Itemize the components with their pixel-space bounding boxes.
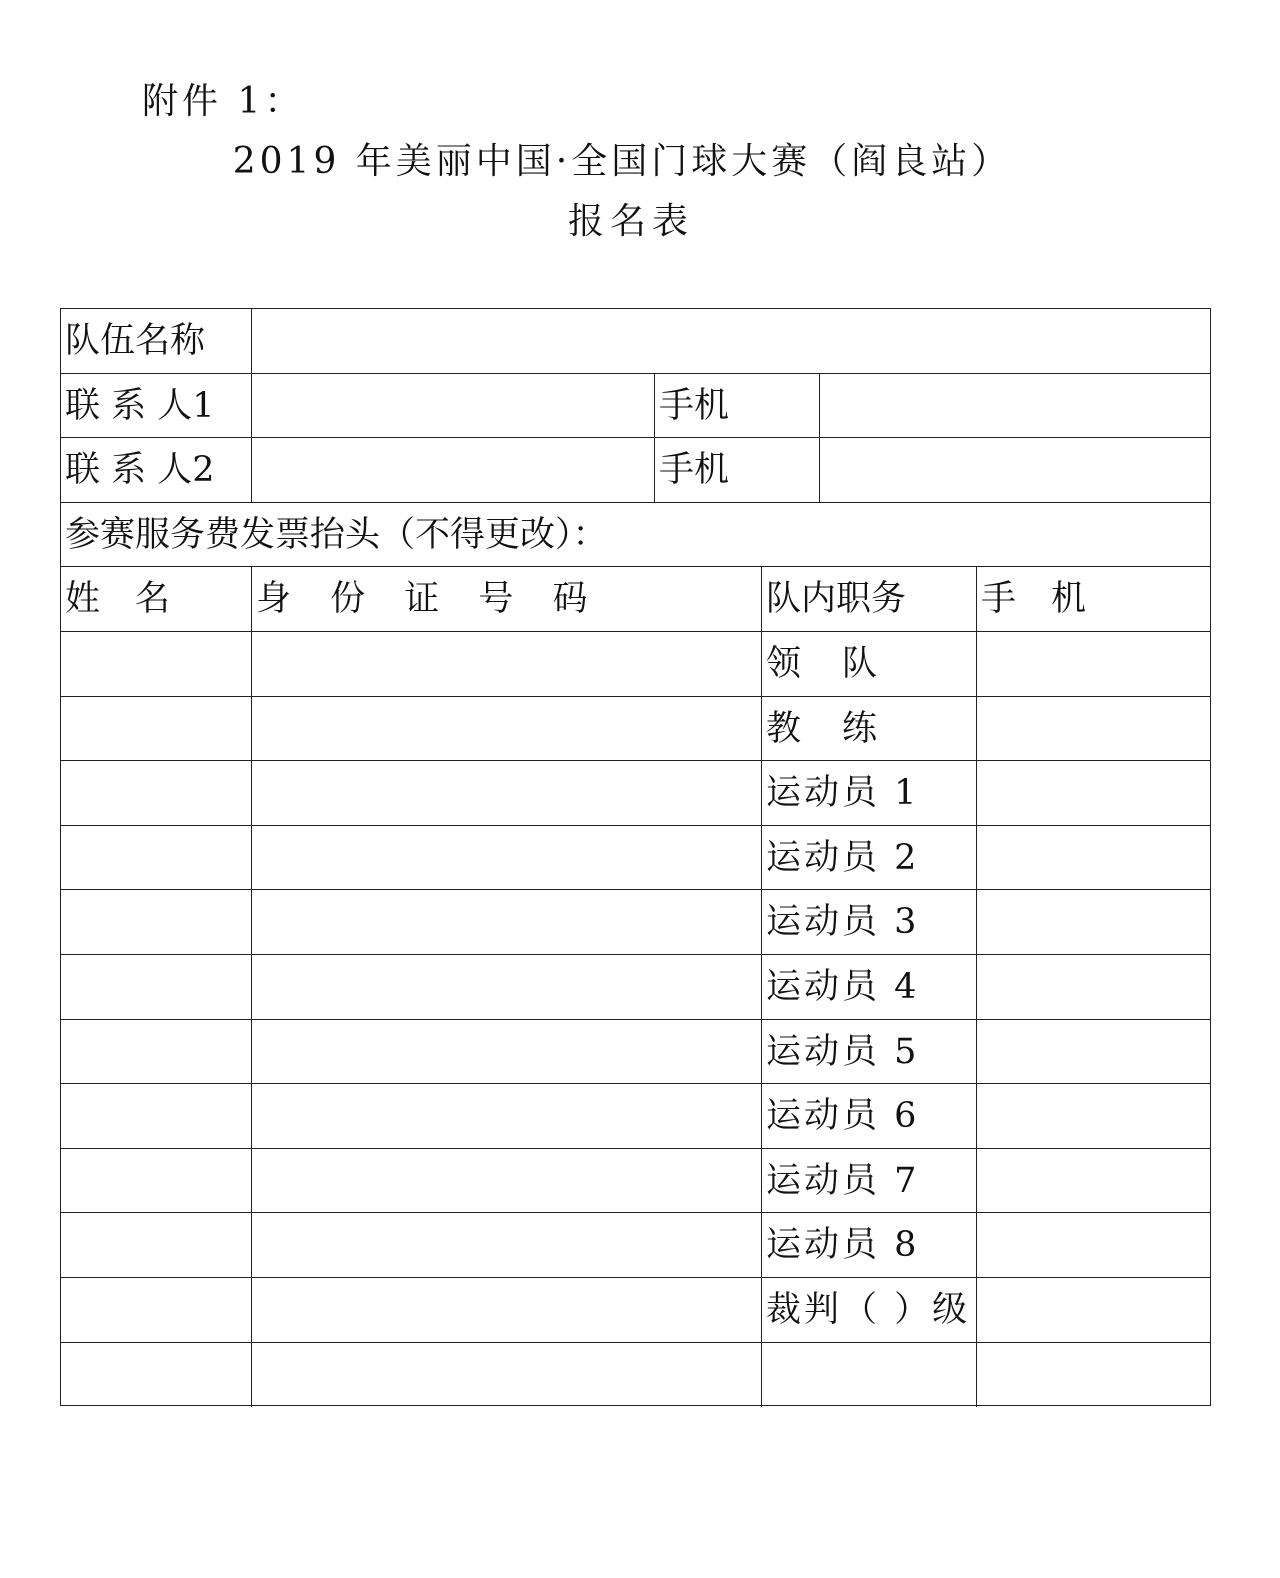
contact2-name-field[interactable] [252, 438, 655, 502]
member-name-field[interactable] [61, 890, 252, 954]
member-phone-field[interactable] [977, 632, 1210, 696]
member-row [61, 1343, 1210, 1408]
member-name-field[interactable] [61, 955, 252, 1019]
contact1-name-field[interactable] [252, 374, 655, 438]
member-row [61, 1149, 1210, 1214]
document-title: 2019 年美丽中国·全国门球大赛（阎良站） [232, 141, 1012, 182]
member-phone-field[interactable] [977, 826, 1210, 890]
member-row [61, 697, 1210, 762]
member-phone-field[interactable] [977, 955, 1210, 1019]
team-name-row [61, 309, 1210, 374]
invoice-row [61, 503, 1210, 568]
member-role-label [762, 1343, 977, 1408]
member-phone-field[interactable] [977, 1084, 1210, 1148]
member-name-field[interactable] [61, 826, 252, 890]
member-role-label: 裁判（ ）级 [762, 1278, 977, 1342]
registration-form-table [60, 308, 1211, 1406]
member-phone-field[interactable] [977, 1213, 1210, 1277]
team-name-label: 队伍名称 [61, 309, 252, 373]
member-id-field[interactable] [252, 1149, 762, 1213]
member-row [61, 890, 1210, 955]
member-row [61, 955, 1210, 1020]
invoice-label[interactable]: 参赛服务费发票抬头（不得更改）： [65, 514, 608, 555]
member-phone-field[interactable] [977, 1343, 1210, 1408]
member-row [61, 761, 1210, 826]
member-role-label: 领 队 [762, 632, 977, 696]
member-id-field[interactable] [252, 890, 762, 954]
member-id-field[interactable] [252, 826, 762, 890]
member-id-field[interactable] [252, 1278, 762, 1342]
member-role-label: 运动员 1 [762, 761, 977, 825]
member-id-field[interactable] [252, 955, 762, 1019]
member-name-field[interactable] [61, 1278, 252, 1342]
contact2-label: 联 系 人2 [61, 438, 252, 502]
member-id-field[interactable] [252, 1343, 762, 1408]
column-header-role: 队内职务 [762, 567, 977, 631]
member-role-label: 运动员 4 [762, 955, 977, 1019]
member-name-field[interactable] [61, 1213, 252, 1277]
member-phone-field[interactable] [977, 697, 1210, 761]
member-phone-field[interactable] [977, 1278, 1210, 1342]
member-id-field[interactable] [252, 1084, 762, 1148]
member-role-label: 运动员 2 [762, 826, 977, 890]
member-phone-field[interactable] [977, 890, 1210, 954]
member-id-field[interactable] [252, 1020, 762, 1084]
member-table-header [61, 567, 1210, 632]
contact2-row [61, 438, 1210, 503]
member-id-field[interactable] [252, 761, 762, 825]
member-name-field[interactable] [61, 761, 252, 825]
member-row [61, 826, 1210, 891]
member-role-label: 运动员 7 [762, 1149, 977, 1213]
member-row [61, 1084, 1210, 1149]
document-subtitle: 报名表 [567, 201, 694, 242]
contact1-phone-label: 手机 [655, 374, 820, 438]
member-name-field[interactable] [61, 1084, 252, 1148]
member-role-label: 运动员 5 [762, 1020, 977, 1084]
member-name-field[interactable] [61, 632, 252, 696]
member-name-field[interactable] [61, 1149, 252, 1213]
member-row [61, 1213, 1210, 1278]
member-name-field[interactable] [61, 1343, 252, 1408]
team-name-field[interactable] [252, 309, 1210, 373]
contact1-row [61, 374, 1210, 439]
member-phone-field[interactable] [977, 761, 1210, 825]
column-header-phone: 手 机 [981, 579, 1087, 620]
column-header-id-number: 身 份 证 号 码 [252, 567, 762, 631]
column-header-name: 姓 名 [61, 567, 252, 631]
member-id-field[interactable] [252, 1213, 762, 1277]
member-id-field[interactable] [252, 632, 762, 696]
member-role-label: 运动员 6 [762, 1084, 977, 1148]
member-phone-field[interactable] [977, 1020, 1210, 1084]
member-id-field[interactable] [252, 697, 762, 761]
member-name-field[interactable] [61, 1020, 252, 1084]
attachment-label: 附件 1： [142, 81, 305, 122]
member-row [61, 632, 1210, 697]
contact2-phone-field[interactable] [820, 438, 1210, 502]
member-row [61, 1020, 1210, 1085]
member-role-label: 运动员 8 [762, 1213, 977, 1277]
member-name-field[interactable] [61, 697, 252, 761]
contact2-phone-label: 手机 [655, 438, 820, 502]
member-phone-field[interactable] [977, 1149, 1210, 1213]
contact1-label: 联 系 人1 [61, 374, 252, 438]
contact1-phone-field[interactable] [820, 374, 1210, 438]
member-row [61, 1278, 1210, 1343]
member-role-label: 运动员 3 [762, 890, 977, 954]
member-role-label: 教 练 [762, 697, 977, 761]
